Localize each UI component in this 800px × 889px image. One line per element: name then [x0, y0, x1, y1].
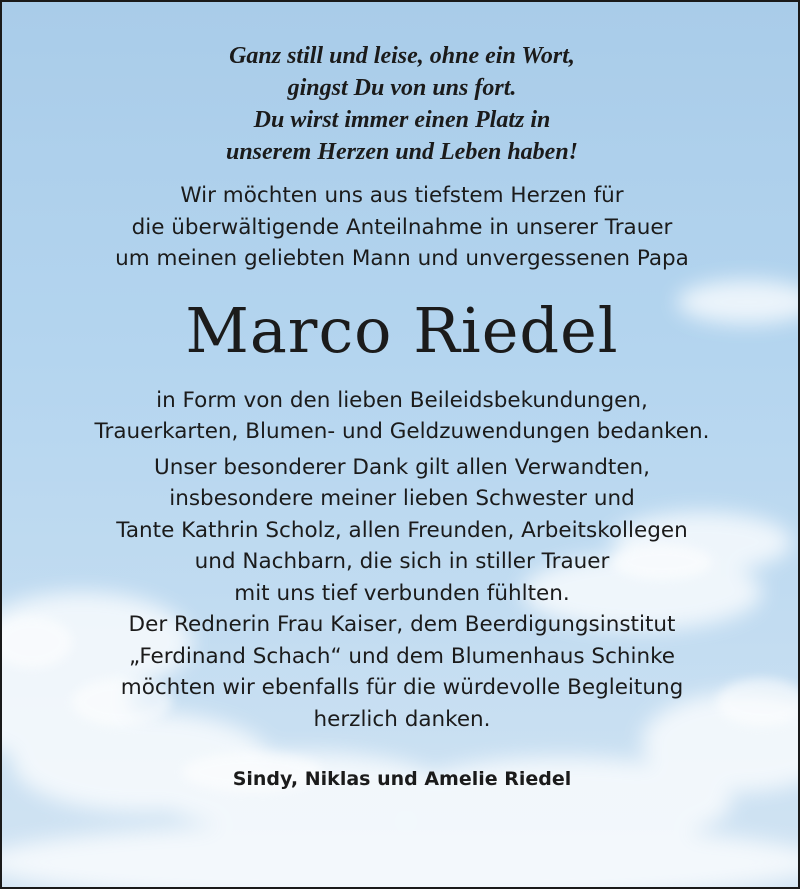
special-thanks-line: Der Rednerin Frau Kaiser, dem Beerdigungsinstitut — [128, 612, 676, 637]
poem-line: Du wirst immer einen Platz in — [253, 107, 551, 133]
intro-line: um meinen geliebten Mann und unvergessenen Papa — [115, 246, 689, 271]
thanks-line: in Form von den lieben Beileidsbekundungen, — [156, 387, 648, 413]
special-thanks-line: Unser besonderer Dank gilt allen Verwandten, — [153, 454, 651, 480]
obituary-content — [2, 2, 800, 793]
poem-line: gingst Du von uns fort. — [287, 75, 517, 101]
special-thanks-line: mit uns tief verbunden fühlten. — [234, 580, 570, 606]
special-thanks-line: „Ferdinand Schach“ und dem Blumenhaus Schinke — [128, 643, 676, 669]
special-thanks-line: Tante Kathrin Scholz, allen Freunden, Arbeitskollegen — [116, 517, 688, 543]
intro-line: Wir möchten uns aus tiefstem Herzen für — [180, 183, 624, 208]
intro-paragraph — [2, 180, 800, 275]
poem-line: unserem Herzen und Leben haben! — [225, 139, 579, 165]
special-thanks-line: insbesondere meiner lieben Schwester und — [169, 486, 635, 511]
special-thanks-line: und Nachbarn, die sich in stiller Trauer — [194, 549, 610, 574]
special-thanks-line: herzlich danken. — [313, 706, 491, 732]
intro-line: die überwältigende Anteilnahme in unserer Trauer — [131, 214, 673, 240]
thanks-paragraph — [2, 385, 800, 448]
poem — [2, 40, 800, 168]
signature: Sindy, Niklas und Amelie Riedel — [232, 768, 572, 790]
poem-line: Ganz still und leise, ohne ein Wort, — [229, 43, 575, 69]
deceased-name: Marco Riedel — [185, 293, 619, 367]
special-thanks-paragraph — [2, 452, 800, 736]
thanks-line: Trauerkarten, Blumen- und Geldzuwendungen bedanken. — [94, 419, 710, 444]
special-thanks-line: möchten wir ebenfalls für die würdevolle Begleitung — [120, 675, 684, 700]
